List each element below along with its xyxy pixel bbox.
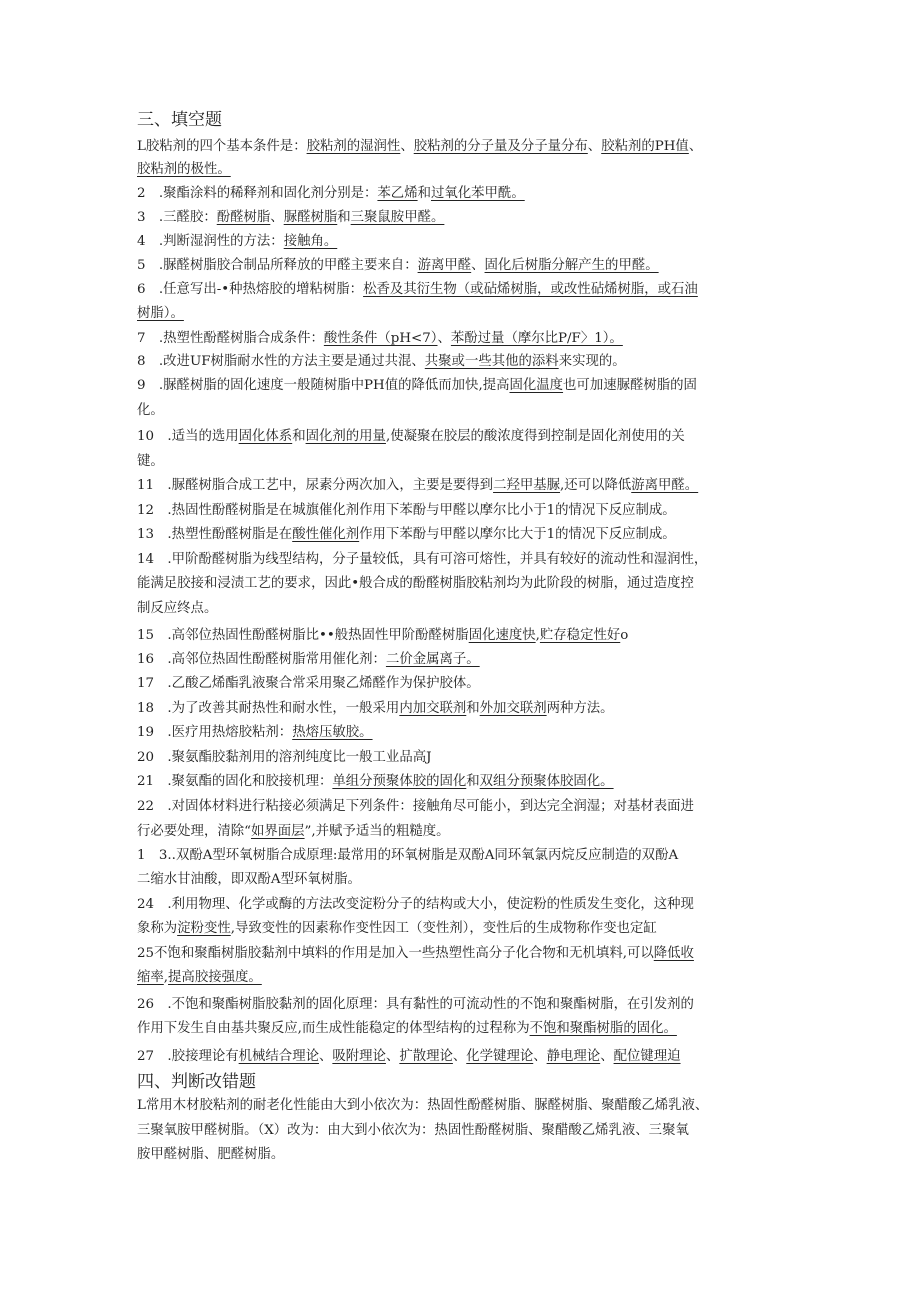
line-text: 两种方法。: [546, 701, 614, 716]
text-line: [137, 650, 787, 670]
text-line: [137, 919, 787, 939]
line-text: 作用下发生自由基共聚反应,而生成性能稳定的体型结构的过程称为: [137, 1021, 530, 1036]
underlined-answer: 机械结合理论: [238, 1049, 319, 1064]
underlined-answer: 吸附理论: [332, 1049, 386, 1064]
text-line: [137, 550, 787, 570]
line-text: 也可加速脲醛树脂的固: [563, 378, 697, 393]
text-line: [137, 1019, 787, 1039]
line-text: L胶粘剂的四个基本条件是：: [137, 139, 307, 154]
line-text: 24 .利用物理、化学或酶的方法改变淀粉分子的结构或大小，使淀粉的性质发生变化，这种现: [137, 897, 694, 912]
line-text: ,: [535, 628, 540, 643]
line-text: 二缩水甘油酸，即双酚A型环氧树脂。: [137, 872, 361, 887]
line-text: ”,并赋予适当的粗糙度。: [304, 824, 450, 839]
line-text: 、: [688, 139, 703, 154]
underlined-answer: 如界面层: [250, 824, 305, 839]
section-heading-true-false: 四、判断改错题: [137, 1072, 256, 1092]
text-line: [137, 748, 787, 768]
underlined-answer: 固化剂的用量: [305, 429, 386, 444]
line-text: 1 3..双酚A型环氧树脂合成原理:最常用的环氧树脂是双酚A同环氧氯丙烷反应制造的双酚A: [137, 848, 679, 863]
line-text: 19 .医疗用热熔胶粘剂：: [137, 725, 293, 740]
line-text: 、: [318, 1049, 333, 1064]
line-text: ,: [163, 970, 169, 985]
line-text: 和: [417, 186, 431, 201]
underlined-answer: 游离甲醛。: [631, 478, 699, 493]
underlined-answer: 配位键理迫: [613, 1049, 681, 1064]
line-text: 胺甲醛树脂、肥醛树脂。: [137, 1147, 285, 1162]
text-line: [137, 699, 787, 719]
text-line: [137, 674, 787, 694]
line-text: 26 .不饱和聚酯树脂胶黏剂的固化原理：具有黏性的可流动性的不饱和聚酯树脂，在引发剂的: [137, 997, 694, 1012]
text-line: [137, 256, 787, 276]
text-line: [137, 401, 787, 421]
text-line: [137, 574, 787, 594]
line-text: 16 .高邻位热固性酚醛树脂常用催化剂：: [137, 652, 386, 667]
text-line: [137, 501, 787, 521]
text-line: [137, 525, 787, 545]
text-line: [137, 995, 787, 1015]
line-text: 14 .甲阶酚醛树脂为线型结构，分子量较低，具有可溶可熔性，并具有较好的流动性和湿润性，: [137, 552, 708, 567]
section-heading-fill-in-blanks: 三、填空题: [137, 110, 222, 130]
underlined-answer: 固化体系: [238, 429, 293, 444]
text-line: [137, 232, 787, 252]
line-text: 9 .脲醛树脂的固化速度一般随树脂中PH值的降低而加快,提高: [137, 378, 510, 393]
line-text: 能满足胶接和浸渍工艺的要求，因此•般合成的酚醛树脂胶粘剂均为此阶段的树脂，通过造度控: [137, 576, 694, 591]
line-text: 21 .聚氨酯的固化和胶接机理：: [137, 774, 333, 789]
text-line: [137, 968, 787, 988]
text-line: [137, 137, 787, 157]
underlined-answer: 过氧化苯甲酰。: [430, 186, 525, 201]
underlined-answer: 固化速度快: [468, 628, 536, 643]
text-line: [137, 944, 787, 964]
text-line: [137, 1096, 787, 1116]
line-text: 作用下苯酚与甲醛以摩尔比大于1的情况下反应制成。: [359, 527, 676, 542]
underlined-answer: 贮存稳定性好: [539, 628, 621, 643]
underlined-answer: 三聚鼠胺甲醛。: [350, 210, 445, 225]
line-text: 、: [385, 1049, 400, 1064]
underlined-answer: 不饱和聚酯树脂的固化。: [529, 1021, 677, 1036]
text-line: [137, 599, 787, 619]
line-text: 和: [466, 774, 480, 789]
underlined-answer: 化学键理论: [466, 1049, 534, 1064]
underlined-answer: 缩率: [137, 970, 164, 985]
underlined-answer: 共聚或一些其他的添料: [424, 354, 559, 369]
underlined-answer: 双组分预聚体胶固化。: [479, 774, 614, 789]
underlined-answer: 酸性催化剂: [292, 527, 360, 542]
underlined-answer: 胶粘剂的分子量及分子量分布: [413, 139, 588, 154]
underlined-answer: 胶粘剂的极性。: [137, 162, 231, 177]
text-line: [137, 208, 787, 228]
line-text: 20 .聚氨酯胶黏剂用的溶剂纯度比一般工业品高J: [137, 750, 432, 765]
line-text: 制反应终点。: [137, 601, 218, 616]
line-text: 三聚氧胺甲醛树脂。（X）改为：由大到小依次为：热固性酚醛树脂、聚醋酸乙烯乳液、三聚氧: [137, 1123, 689, 1138]
underlined-answer: 提高胶接强度。: [168, 970, 262, 985]
underlined-answer: 静电理论: [546, 1049, 601, 1064]
underlined-answer: 胶粘剂的PH值: [601, 139, 689, 154]
line-text: 15 .高邻位热固性酚醛树脂比••般热固性甲阶酚醛树脂: [137, 628, 469, 643]
underlined-answer: 降低收: [653, 946, 694, 961]
underlined-answer: 固化后树脂分解产生的甲醛。: [484, 258, 659, 273]
line-text: 27 .胶接理论有: [137, 1049, 239, 1064]
line-text: 、: [452, 1049, 467, 1064]
underlined-answer: 松香及其衍生物（或砧烯树脂，或改性砧烯树脂，或石油: [363, 282, 698, 297]
text-line: [137, 797, 787, 817]
line-text: 17 .乙酸乙烯酯乳液聚合常采用聚乙烯醛作为保护胶体。: [137, 676, 480, 691]
line-text: 18 .为了改善其耐热性和耐水性，一般采用: [137, 701, 400, 716]
text-line: [137, 1047, 787, 1067]
line-text: 25不饱和聚酯树脂胶黏剂中填料的作用是加入一些热塑性高分子化合物和无机填料,可以: [137, 946, 654, 961]
line-text: 、: [270, 210, 284, 225]
line-text: 、: [600, 1049, 614, 1064]
line-text: 11 .脲醛树脂合成工艺中，尿素分两次加入，主要是要得到: [137, 478, 494, 493]
line-text: ,使凝聚在胶层的酸浓度得到控制是固化剂使用的关: [385, 429, 685, 444]
text-line: [137, 476, 787, 496]
underlined-answer: 脲醛树脂: [283, 210, 338, 225]
line-text: 6 .任意写出-•种热熔胶的增粘树脂：: [137, 282, 364, 297]
text-line: [137, 870, 787, 890]
line-text: 2 .聚酯涂料的稀释剂和固化剂分别是：: [137, 186, 378, 201]
text-line: [137, 184, 787, 204]
line-text: 7 .热塑性酚醛树脂合成条件：: [137, 331, 324, 346]
text-line: [137, 895, 787, 915]
text-line: [137, 1145, 787, 1165]
text-line: [137, 160, 787, 180]
text-line: [137, 427, 787, 447]
line-text: 、: [533, 1049, 547, 1064]
line-text: 和: [466, 701, 480, 716]
underlined-answer: 内加交联剂: [399, 701, 467, 716]
line-text: 行必要处理，清除“: [137, 824, 251, 839]
text-line: [137, 452, 787, 472]
underlined-answer: 酸性条件（pH<7）: [323, 331, 438, 346]
underlined-answer: 苯乙烯: [377, 186, 418, 201]
line-text: 和: [292, 429, 306, 444]
underlined-answer: 接触角。: [283, 234, 338, 249]
text-line: [137, 280, 787, 300]
line-text: L常用木材胶粘剂的耐老化性能由大到小依次为：热固性酚醛树脂、脲醛树脂、聚醋酸乙烯乳液、: [137, 1098, 709, 1113]
line-text: o: [620, 628, 629, 643]
line-text: 、: [471, 258, 485, 273]
line-text: 13 .热塑性酚醛树脂是在: [137, 527, 293, 542]
line-text: 、: [437, 331, 451, 346]
underlined-answer: 单组分预聚体胶的固化: [332, 774, 467, 789]
text-line: [137, 1121, 787, 1141]
underlined-answer: 胶粘剂的湿润性: [306, 139, 401, 154]
line-text: 3 .三醛胶：: [137, 210, 217, 225]
line-text: 、: [587, 139, 602, 154]
line-text: 4 .判断湿润性的方法：: [137, 234, 284, 249]
line-text: 10 .适当的选用: [137, 429, 239, 444]
line-text: 和: [337, 210, 351, 225]
line-text: 8 .改进UF树脂耐水性的方法主要是通过共混、: [137, 354, 425, 369]
text-line: [137, 626, 787, 646]
text-line: [137, 772, 787, 792]
text-line: [137, 376, 787, 396]
underlined-answer: 酚醛树脂: [216, 210, 271, 225]
underlined-answer: 淀粉变性: [177, 921, 231, 936]
line-text: 来实现的。: [558, 354, 626, 369]
underlined-answer: 游离甲醛: [417, 258, 472, 273]
text-line: [137, 822, 787, 842]
text-line: [137, 723, 787, 743]
line-text: 22 .对固体材料进行粘接必须满足下列条件：接触角尽可能小，到达完全润湿；对基材表面进: [137, 799, 694, 814]
line-text: 键。: [137, 454, 164, 469]
line-text: 化。: [137, 403, 164, 418]
underlined-answer: 热熔压敏胶。: [292, 725, 373, 740]
underlined-answer: 苯酚过量（摩尔比P/F〉1）。: [450, 331, 623, 346]
text-line: [137, 352, 787, 372]
line-text: 象称为: [137, 921, 178, 936]
line-text: 、: [400, 139, 414, 154]
underlined-answer: 扩散理论: [399, 1049, 453, 1064]
underlined-answer: 二羟甲基脲: [493, 478, 561, 493]
text-line: [137, 846, 787, 866]
line-text: ,还可以降低: [560, 478, 632, 493]
underlined-answer: 固化温度: [509, 378, 564, 393]
underlined-answer: 树脂）。: [137, 306, 184, 321]
line-text: ,导致变性的因素称作变性因工（变性剂），变性后的生成物称作变也定缸: [230, 921, 657, 936]
line-text: 12 .热固性酚醛树脂是在城旗催化剂作用下苯酚与甲醛以摩尔比小于1的情况下反应制成。: [137, 503, 676, 518]
line-text: 5 .脲醛树脂胶合制品所释放的甲醛主要来自：: [137, 258, 418, 273]
text-line: [137, 304, 787, 324]
text-line: [137, 329, 787, 349]
underlined-answer: 二价金属离子。: [385, 652, 480, 667]
underlined-answer: 外加交联剂: [479, 701, 547, 716]
